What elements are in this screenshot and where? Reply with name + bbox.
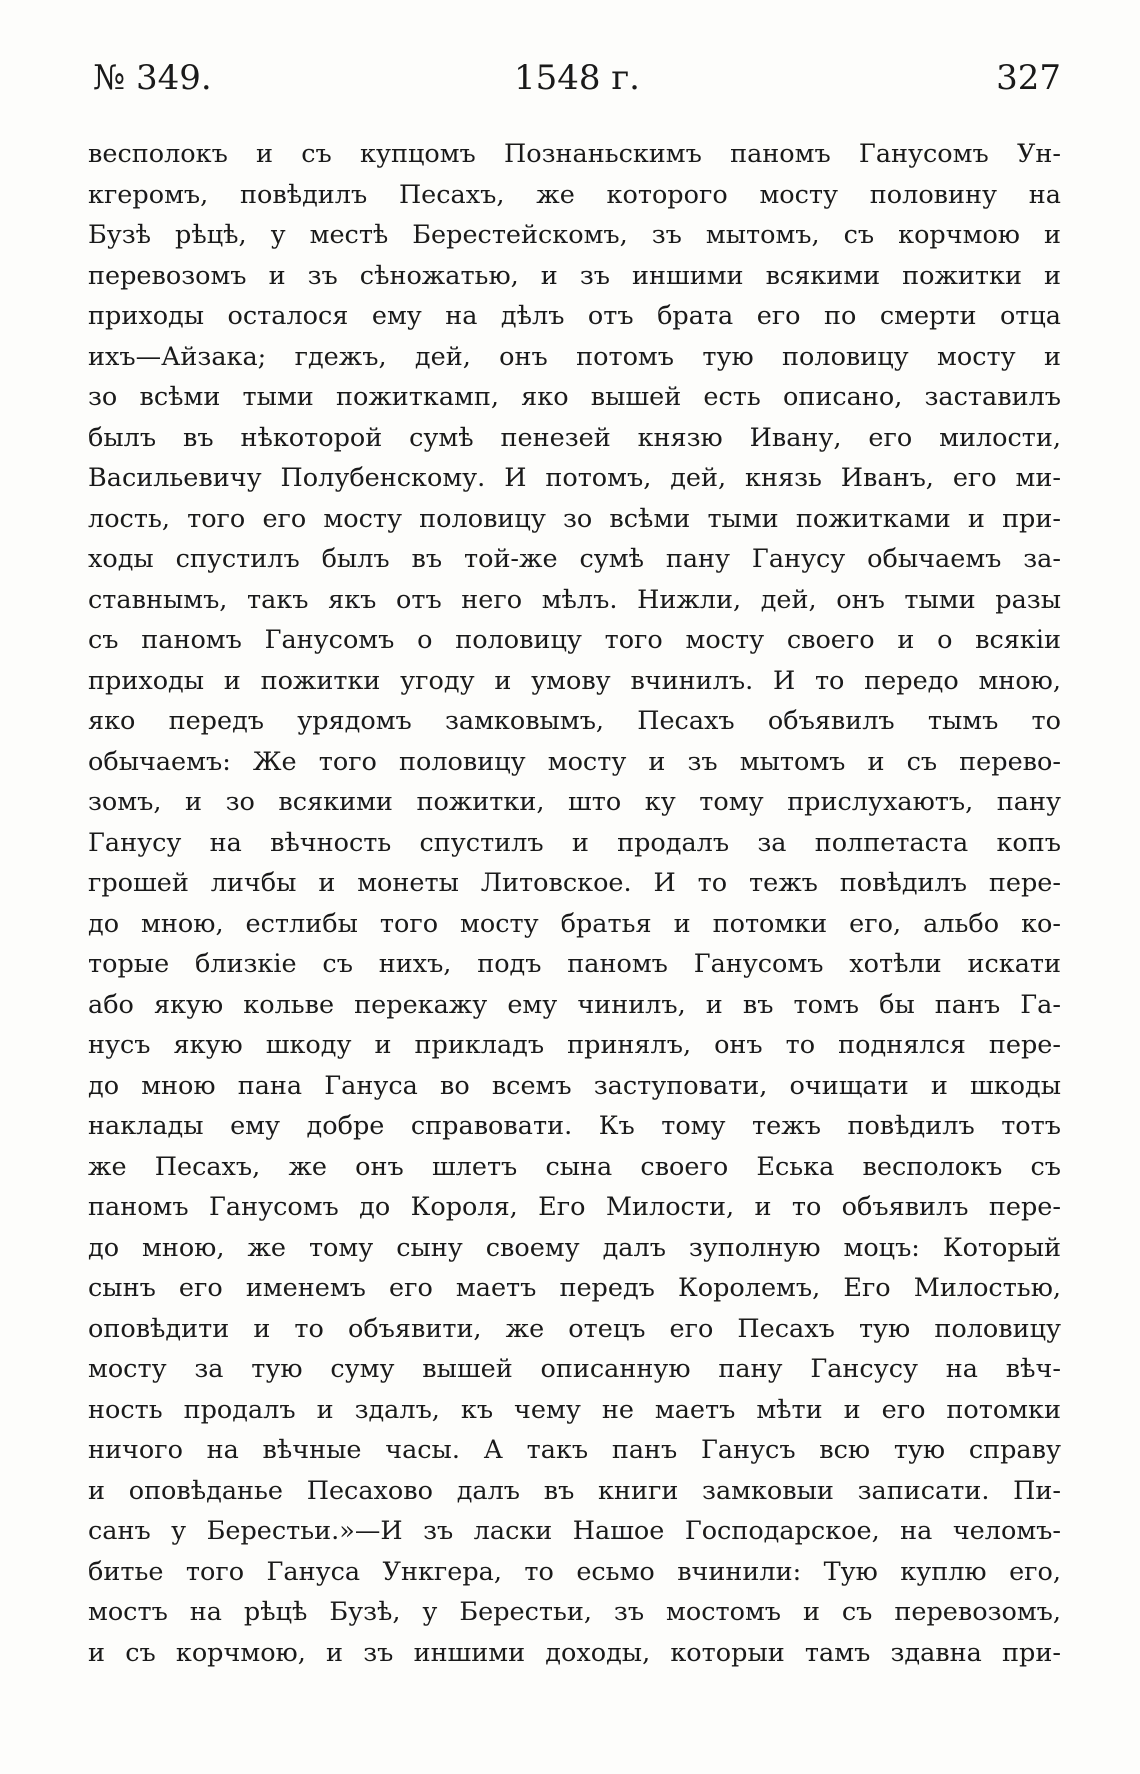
text-line: и оповѣданье Песахово далъ въ книги замковыи записати. Пи-	[88, 1475, 1061, 1506]
text-line: оповѣдити и то объявити, же отецъ его Песахъ тую половицу	[88, 1313, 1061, 1344]
page-number: 327	[996, 58, 1061, 98]
text-line: санъ у Берестьи.»—И зъ ласки Нашое Господарское, на челомъ-	[88, 1516, 1061, 1546]
text-line: торые близкіе съ нихъ, подъ паномъ Ганусомъ хотѣли искати	[88, 949, 1061, 979]
text-line: зо всѣми тыми пожиткамп, яко вышей есть описано, заставилъ	[88, 382, 1061, 412]
text-line: до мною, естлибы того мосту братья и потомки его, альбо ко-	[88, 908, 1061, 939]
text-line: приходы осталося ему на дѣлъ отъ брата его по смерти отца	[88, 301, 1061, 331]
text-line: и съ корчмою, и зъ иншими доходы, которыи тамъ здавна при-	[88, 1637, 1061, 1668]
text-line: же Песахъ, же онъ шлетъ сына своего Еська весполокъ съ	[88, 1151, 1061, 1182]
text-line: яко передъ урядомъ замковымъ, Песахъ объявилъ тымъ то	[88, 706, 1061, 736]
text-line: грошей личбы и монеты Литовское. И то тежъ повѣдилъ пере-	[88, 868, 1061, 898]
text-line: наклады ему добре справовати. Къ тому тежъ повѣдилъ тотъ	[88, 1111, 1061, 1141]
text-line: Васильевичу Полубенскому. И потомъ, дей, князь Иванъ, его ми-	[88, 463, 1061, 493]
text-line: съ паномъ Ганусомъ о половицу того мосту своего и о всякіи	[88, 625, 1061, 655]
text-line: обычаемъ: Же того половицу мосту и зъ мытомъ и съ перево-	[88, 746, 1061, 777]
text-line: приходы и пожитки угоду и умову вчинилъ. И то передо мною,	[88, 665, 1061, 696]
text-line: Бузѣ рѣцѣ, у местѣ Берестейскомъ, зъ мытомъ, съ корчмою и	[88, 220, 1061, 250]
text-line: нусъ якую шкоду и прикладъ принялъ, онъ то поднялся пере-	[88, 1030, 1061, 1060]
text-line: ность продалъ и здалъ, къ чему не маетъ мѣти и его потомки	[88, 1394, 1061, 1425]
text-line: ничого на вѣчные часы. А такъ панъ Ганусъ всю тую справу	[88, 1435, 1061, 1465]
page-header	[93, 52, 1061, 104]
text-line: або якую кольве перекажу ему чинилъ, и въ томъ бы панъ Га-	[88, 989, 1061, 1020]
text-line: до мною, же тому сыну своему далъ зуполную моцъ: Который	[88, 1232, 1061, 1263]
text-line: весполокъ и съ купцомъ Познаньскимъ паномъ Ганусомъ Ун-	[88, 139, 1061, 169]
document-number: № 349.	[93, 58, 212, 98]
text-line: сынъ его именемъ его маетъ передъ Королемъ, Его Милостью,	[88, 1273, 1061, 1303]
text-line: кгеромъ, повѣдилъ Песахъ, же которого мосту половину на	[88, 179, 1061, 210]
text-line: битье того Гануса Ункгера, то есьмо вчинили: Тую куплю его,	[88, 1556, 1061, 1587]
text-line: ставнымъ, такъ якъ отъ него мѣлъ. Нижли, дей, онъ тыми разы	[88, 584, 1061, 615]
text-line: былъ въ нѣкоторой сумѣ пенезей князю Ивану, его милости,	[88, 422, 1061, 453]
text-line: мостъ на рѣцѣ Бузѣ, у Берестьи, зъ мостомъ и съ перевозомъ,	[88, 1597, 1061, 1627]
text-line: паномъ Ганусомъ до Короля, Его Милости, и то объявилъ пере-	[88, 1192, 1061, 1222]
text-line: лость, того его мосту половицу зо всѣми тыми пожитками и при-	[88, 503, 1061, 534]
document-year: 1548 г.	[514, 58, 640, 98]
text-line: ихъ—Айзака; гдежъ, дей, онъ потомъ тую половицу мосту и	[88, 341, 1061, 372]
text-line: перевозомъ и зъ сѣножатью, и зъ иншими всякими пожитки и	[88, 260, 1061, 291]
text-line: мосту за тую суму вышей описанную пану Гансусу на вѣч-	[88, 1354, 1061, 1384]
text-line: ходы спустилъ былъ въ той-же сумѣ пану Ганусу обычаемъ за-	[88, 544, 1061, 574]
body-text	[88, 134, 1061, 1673]
text-line: зомъ, и зо всякими пожитки, што ку тому прислухаютъ, пану	[88, 787, 1061, 817]
text-line: Ганусу на вѣчность спустилъ и продалъ за полпетаста копъ	[88, 827, 1061, 858]
text-line: до мною пана Гануса во всемъ заступовати, очищати и шкоды	[88, 1070, 1061, 1101]
